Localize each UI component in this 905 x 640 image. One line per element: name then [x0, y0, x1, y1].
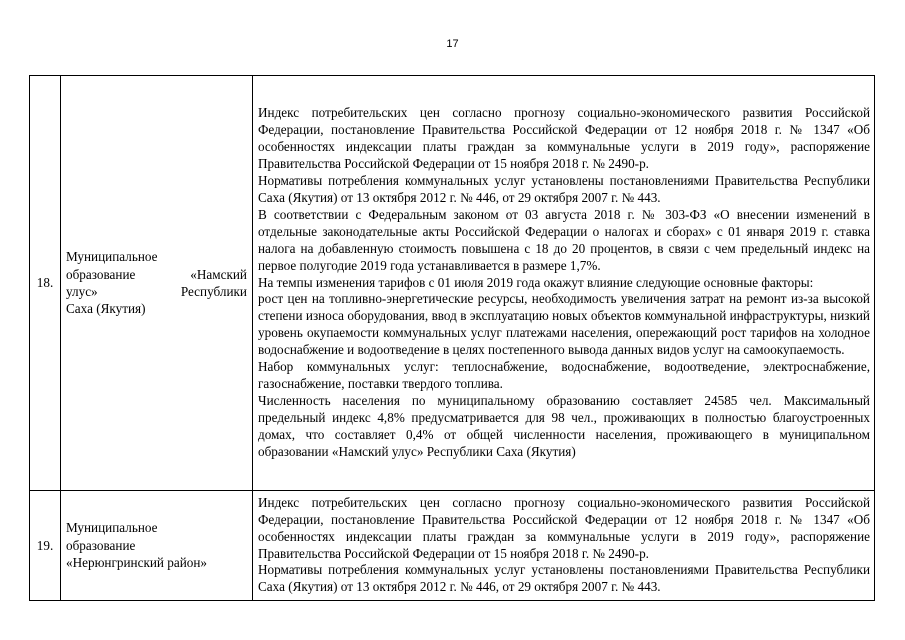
- municipality-line: Муниципальное: [66, 249, 158, 265]
- page-number: 17: [446, 38, 459, 50]
- municipality-cell: [61, 76, 253, 491]
- municipality-line: Муниципальное: [66, 520, 158, 536]
- municipality-line: Саха (Якутия): [66, 301, 146, 317]
- paragraph: Набор коммунальных услуг: теплоснабжение, водоснабжение, водоотведение, электроснабжение, газоснабжение, поставки твердого топлива.: [258, 359, 870, 391]
- municipality-cell: [61, 491, 253, 601]
- paragraph: Нормативы потребления коммунальных услуг установлены постановлениями Правительства Республики Саха (Якутия) от 13 октября 2012 г. № 446, от 29 октября 2007 г. № 443.: [258, 173, 870, 206]
- paragraph: На темпы изменения тарифов с 01 июля 2019 года окажут влияние следующие основные факторы:: [258, 274, 814, 290]
- municipality-line: образование: [66, 537, 136, 553]
- paragraph: рост цен на топливно-энергетические ресурсы, необходимость увеличения затрат на ремонт из-за высокой степени износа оборудования, ввод в эксплуатацию новых объектов коммунальной инфраструктуры, низкий уровень окупаемости коммунальных услуг платежами населения, опережающий рост тарифов на холодное водоснабжение и водоотведение в целях постепенного вывода данных видов услуг на самоокупаемость.: [258, 291, 870, 358]
- table-row: [30, 491, 875, 601]
- paragraph: Индекс потребительских цен согласно прогнозу социально-экономического развития Российской Федерации, постановление Правительства Российской Федерации от 12 ноября 2018 г. № 1347 «Об особенностях индексации платы граждан за коммунальные услуги в 2019 году», распоряжение Правительства Российской Федерации от 15 ноября 2018 г. № 2490-р.: [258, 105, 870, 172]
- tariff-table: [29, 75, 875, 601]
- description-cell: [253, 76, 875, 491]
- paragraph: В соответствии с Федеральным законом от 03 августа 2018 г. № 303-ФЗ «О внесении изменений в отдельные законодательные акты Российской Федерации о налогах и сборах» с 01 января 2019 г. ставка налога на добавленную стоимость повышена с 18 до 20 процентов, в связи с чем предельный индекс на первое полугодие 2019 года устанавливается в размере 1,7%.: [258, 206, 870, 273]
- row-number: 18.: [30, 76, 61, 491]
- description-cell: [253, 491, 875, 601]
- table-row: [30, 76, 875, 491]
- paragraph: Нормативы потребления коммунальных услуг установлены постановлениями Правительства Республики Саха (Якутия) от 13 октября 2012 г. № 446, от 29 октября 2007 г. № 443.: [258, 562, 870, 595]
- paragraph: Численность населения по муниципальному образованию составляет 24585 чел. Максимальный предельный индекс 4,8% предусматривается для 98 чел., проживающих в полностью благоустроенных домах, что составляет 0,4% от общей численности населения, проживающего в муниципальном образовании «Намский улус» Республики Саха (Якутия): [258, 392, 870, 459]
- row-number: 19.: [30, 491, 61, 601]
- municipality-line: образование «Намский: [66, 266, 247, 282]
- paragraph: Индекс потребительских цен согласно прогнозу социально-экономического развития Российской Федерации, постановление Правительства Российской Федерации от 12 ноября 2018 г. № 1347 «Об особенностях индексации платы граждан за коммунальные услуги в 2019 году», распоряжение Правительства Российской Федерации от 15 ноября 2018 г. № 2490-р.: [258, 494, 870, 561]
- municipality-line: улус» Республики: [66, 284, 247, 299]
- municipality-line: «Нерюнгринский район»: [66, 555, 208, 571]
